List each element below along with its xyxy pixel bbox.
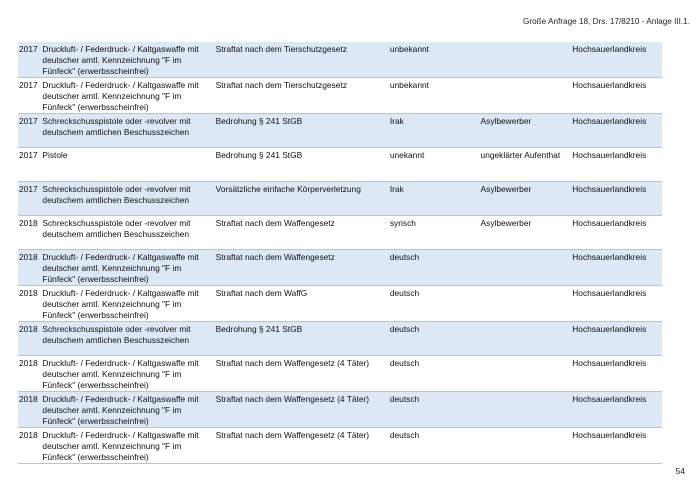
- year-cell: 2018: [18, 216, 40, 250]
- table-row: [18, 148, 662, 182]
- year-cell: 2018: [18, 428, 40, 464]
- page-header: Große Anfrage 18, Drs. 17/8210 - Anlage III.1.: [522, 17, 690, 26]
- status-cell: Asylbewerber: [479, 114, 571, 148]
- year-cell: 2018: [18, 286, 40, 322]
- district-cell: Hochsauerlandkreis: [570, 428, 662, 464]
- district-cell: Hochsauerlandkreis: [570, 286, 662, 322]
- offense-cell: Straftat nach dem Waffengesetz (4 Täter): [214, 428, 388, 464]
- district-cell: Hochsauerlandkreis: [570, 114, 662, 148]
- offense-cell: Straftat nach dem Waffengesetz: [214, 250, 388, 286]
- origin-cell: Irak: [388, 182, 479, 216]
- district-cell: Hochsauerlandkreis: [570, 322, 662, 356]
- origin-cell: unbekannt: [388, 42, 479, 78]
- status-cell: [479, 286, 571, 322]
- table-row: [18, 42, 662, 78]
- year-cell: 2017: [18, 182, 40, 216]
- table-row: [18, 392, 662, 428]
- status-cell: [479, 322, 571, 356]
- origin-cell: deutsch: [388, 250, 479, 286]
- origin-cell: deutsch: [388, 356, 479, 392]
- district-cell: Hochsauerlandkreis: [570, 250, 662, 286]
- year-cell: 2017: [18, 78, 40, 114]
- offense-cell: Straftat nach dem Tierschutzgesetz: [214, 78, 388, 114]
- origin-cell: deutsch: [388, 392, 479, 428]
- offense-cell: Straftat nach dem Waffengesetz (4 Täter): [214, 356, 388, 392]
- table-row: [18, 356, 662, 392]
- weapon-cell: Druckluft- / Federdruck- / Kaltgaswaffe mit deutscher amtl. Kennzeichnung "F im Fünfeck" (erwerbsscheinfrei): [40, 356, 213, 392]
- year-cell: 2017: [18, 148, 40, 182]
- offense-cell: Bedrohung § 241 StGB: [214, 322, 388, 356]
- offense-cell: Straftat nach dem WaffG: [214, 286, 388, 322]
- district-cell: Hochsauerlandkreis: [570, 148, 662, 182]
- table-row: [18, 216, 662, 250]
- status-cell: [479, 356, 571, 392]
- table-row: [18, 250, 662, 286]
- page-number: 54: [675, 466, 685, 476]
- origin-cell: deutsch: [388, 428, 479, 464]
- district-cell: Hochsauerlandkreis: [570, 182, 662, 216]
- year-cell: 2018: [18, 250, 40, 286]
- table-row: [18, 114, 662, 148]
- offense-cell: Vorsätzliche einfache Körperverletzung: [214, 182, 388, 216]
- offense-cell: Straftat nach dem Waffengesetz: [214, 216, 388, 250]
- table-row: [18, 286, 662, 322]
- origin-cell: Irak: [388, 114, 479, 148]
- table-row: [18, 428, 662, 464]
- weapon-cell: Druckluft- / Federdruck- / Kaltgaswaffe mit deutscher amtl. Kennzeichnung "F im Fünfeck" (erwerbsscheinfrei): [40, 42, 213, 78]
- table-row: [18, 182, 662, 216]
- table-row: [18, 322, 662, 356]
- origin-cell: syrisch: [388, 216, 479, 250]
- origin-cell: deutsch: [388, 322, 479, 356]
- status-cell: Asylbewerber: [479, 216, 571, 250]
- status-cell: [479, 250, 571, 286]
- district-cell: Hochsauerlandkreis: [570, 356, 662, 392]
- status-cell: [479, 78, 571, 114]
- district-cell: Hochsauerlandkreis: [570, 392, 662, 428]
- district-cell: Hochsauerlandkreis: [570, 42, 662, 78]
- weapon-cell: Pistole: [40, 148, 213, 182]
- year-cell: 2018: [18, 322, 40, 356]
- district-cell: Hochsauerlandkreis: [570, 78, 662, 114]
- weapon-cell: Druckluft- / Federdruck- / Kaltgaswaffe mit deutscher amtl. Kennzeichnung "F im Fünfeck" (erwerbsscheinfrei): [40, 392, 213, 428]
- weapon-cell: Druckluft- / Federdruck- / Kaltgaswaffe mit deutscher amtl. Kennzeichnung "F im Fünfeck" (erwerbsscheinfrei): [40, 250, 213, 286]
- district-cell: Hochsauerlandkreis: [570, 216, 662, 250]
- year-cell: 2017: [18, 42, 40, 78]
- year-cell: 2018: [18, 392, 40, 428]
- table-row: [18, 78, 662, 114]
- weapon-cell: Schreckschusspistole oder -revolver mit deutschem amtlichen Beschusszeichen: [40, 114, 213, 148]
- weapon-cell: Druckluft- / Federdruck- / Kaltgaswaffe mit deutscher amtl. Kennzeichnung "F im Fünfeck" (erwerbsscheinfrei): [40, 286, 213, 322]
- status-cell: ungeklärter Aufenthat: [479, 148, 571, 182]
- offense-cell: Bedrohung § 241 StGB: [214, 148, 388, 182]
- weapon-cell: Druckluft- / Federdruck- / Kaltgaswaffe mit deutscher amtl. Kennzeichnung "F im Fünfeck" (erwerbsscheinfrei): [40, 78, 213, 114]
- year-cell: 2018: [18, 356, 40, 392]
- origin-cell: unbekannt: [388, 78, 479, 114]
- weapon-cell: Schreckschusspistole oder -revolver mit deutschem amtlichen Beschusszeichen: [40, 182, 213, 216]
- year-cell: 2017: [18, 114, 40, 148]
- weapon-cell: Schreckschusspistole oder -revolver mit deutschem amtlichen Beschusszeichen: [40, 216, 213, 250]
- offense-cell: Straftat nach dem Tierschutzgesetz: [214, 42, 388, 78]
- status-cell: Asylbewerber: [479, 182, 571, 216]
- offense-cell: Straftat nach dem Waffengesetz (4 Täter): [214, 392, 388, 428]
- origin-cell: deutsch: [388, 286, 479, 322]
- status-cell: [479, 42, 571, 78]
- weapon-cell: Schreckschusspistole oder -revolver mit deutschem amtlichen Beschusszeichen: [40, 322, 213, 356]
- status-cell: [479, 428, 571, 464]
- incident-table: [18, 42, 662, 464]
- status-cell: [479, 392, 571, 428]
- origin-cell: unekannt: [388, 148, 479, 182]
- weapon-cell: Druckluft- / Federdruck- / Kaltgaswaffe mit deutscher amtl. Kennzeichnung "F im Fünfeck" (erwerbsscheinfrei): [40, 428, 213, 464]
- offense-cell: Bedrohung § 241 StGB: [214, 114, 388, 148]
